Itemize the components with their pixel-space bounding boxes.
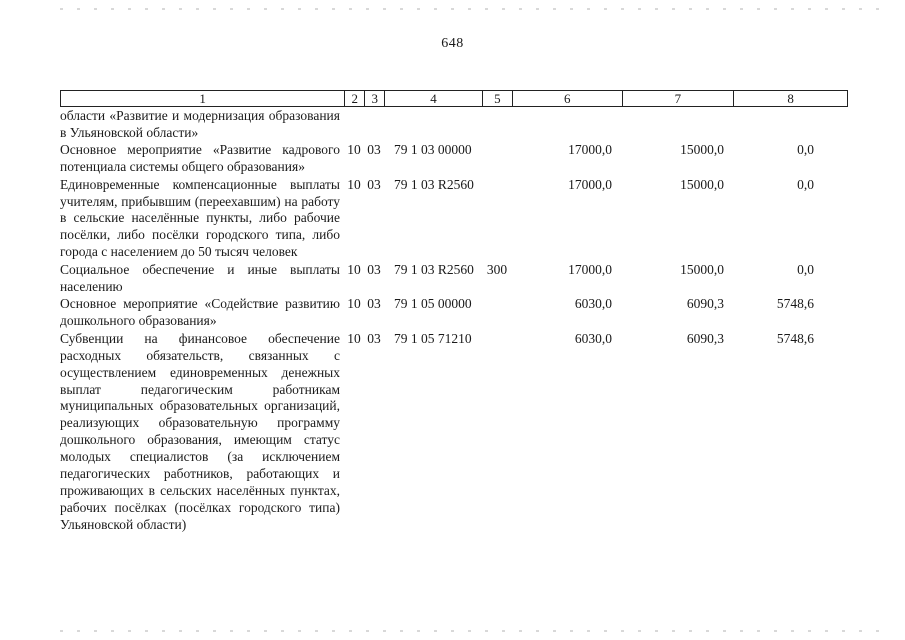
header-col-1: 1 (199, 91, 206, 106)
row-section: 10 (347, 141, 361, 157)
row-section: 10 (347, 176, 361, 192)
header-col-7: 7 (622, 91, 734, 106)
row-amount-col6: 17000,0 (568, 176, 612, 192)
header-col-5: 5 (482, 91, 512, 106)
header-col-8: 8 (733, 91, 847, 106)
table-row (60, 177, 848, 262)
row-section: 10 (347, 330, 361, 346)
table-row (60, 262, 848, 296)
header-col-4: 4 (384, 91, 482, 106)
table-row (60, 331, 848, 534)
row-amount-col8: 0,0 (797, 141, 814, 157)
row-description: Субвенции на финансовое обеспечение расходных обязательств, связанных с осуществлением единовременных денежных выплат педагогическим работникам муниципальных образовательных организаций, реализующих образовательную программу дошкольного образования, имеющим статус молодых специалистов (за исключением педагогических работников, работающих и проживающих в сельских населённых пунктах, рабочих посёлках (посёлках городского типа) Ульяновской области) (60, 330, 340, 532)
row-target-code: 79 1 05 00000 (394, 295, 472, 311)
row-target-code: 79 1 05 71210 (394, 330, 472, 346)
table-row (60, 296, 848, 330)
row-section: 10 (347, 262, 361, 278)
header-col-6: 6 (512, 91, 622, 106)
row-section: 10 (347, 295, 361, 311)
row-amount-col6: 17000,0 (568, 262, 612, 278)
row-amount-col8: 0,0 (797, 176, 814, 192)
header-col-3: 3 (364, 91, 384, 106)
row-subsection: 03 (367, 262, 381, 278)
row-amount-col6: 6030,0 (574, 295, 612, 311)
page-number: 648 (441, 36, 464, 51)
row-description: Единовременные компенсационные выплаты учителям, прибывшим (переехавшим) на работу в сельские населённые пункты, либо рабочие посёлки, либо посёлки городского типа, либо города с населением до 50 тысяч человек (60, 176, 340, 260)
header-col-2: 2 (344, 91, 364, 106)
row-amount-col8: 5748,6 (776, 330, 814, 346)
row-subsection: 03 (367, 295, 381, 311)
scan-edge-bottom (60, 630, 880, 632)
table-row (60, 142, 848, 176)
row-amount-col7: 6090,3 (686, 295, 724, 311)
row-target-code: 79 1 03 00000 (394, 141, 472, 157)
row-description: Основное мероприятие «Развитие кадрового потенциала системы общего образования» (60, 141, 340, 174)
row-amount-col7: 6090,3 (686, 330, 724, 346)
row-amount-col6: 17000,0 (568, 141, 612, 157)
row-target-code: 79 1 03 R2560 (394, 176, 474, 192)
row-target-code: 79 1 03 R2560 (394, 262, 474, 278)
row-amount-col7: 15000,0 (680, 262, 724, 278)
table-header (60, 90, 848, 107)
row-description: Основное мероприятие «Содействие развитию дошкольного образования» (60, 295, 340, 328)
row-amount-col8: 0,0 (797, 262, 814, 278)
row-amount-col7: 15000,0 (680, 141, 724, 157)
scan-edge-top (60, 8, 880, 10)
table-body (60, 108, 848, 534)
row-expense-type: 300 (486, 262, 508, 278)
row-description: Социальное обеспечение и иные выплаты населению (60, 262, 340, 295)
row-amount-col7: 15000,0 (680, 176, 724, 192)
row-subsection: 03 (367, 330, 381, 346)
row-subsection: 03 (367, 176, 381, 192)
row-amount-col8: 5748,6 (776, 295, 814, 311)
row-amount-col6: 6030,0 (574, 330, 612, 346)
table-row (60, 108, 848, 142)
row-subsection: 03 (367, 141, 381, 157)
budget-table (60, 90, 848, 534)
row-description: области «Развитие и модернизация образования в Ульяновской области» (60, 108, 340, 140)
